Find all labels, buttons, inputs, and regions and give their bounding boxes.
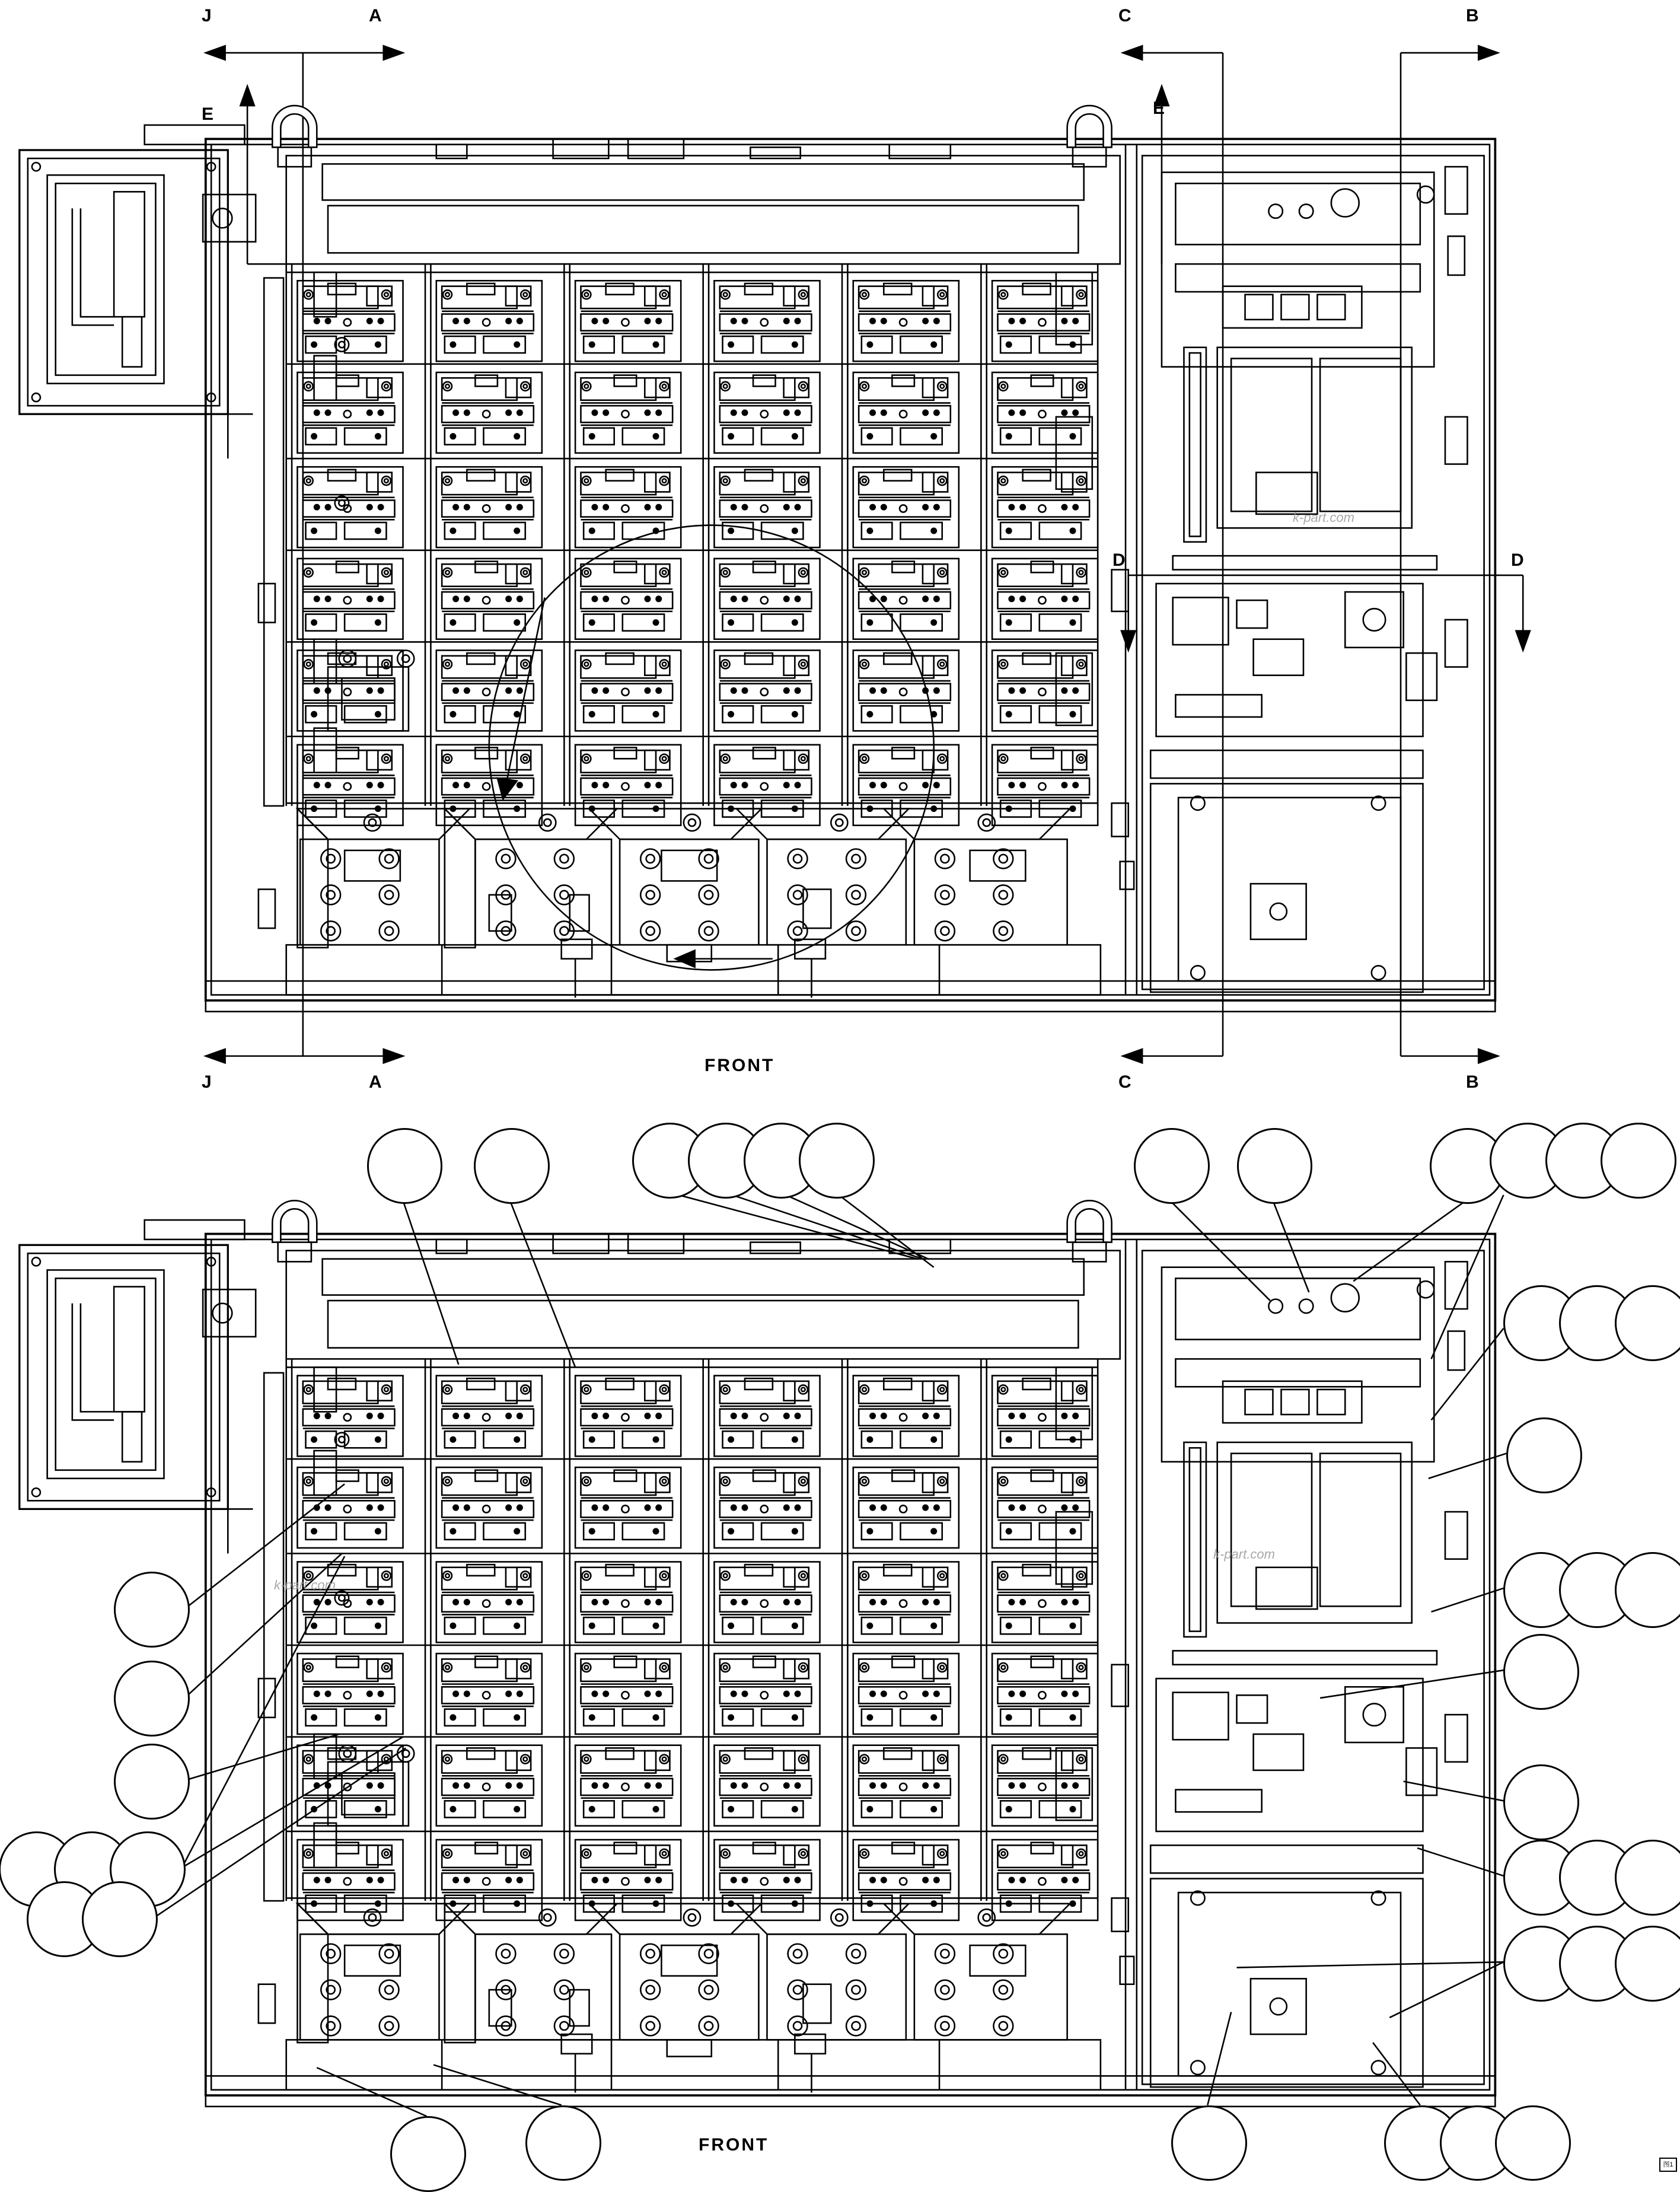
balloon-callout — [1171, 2105, 1247, 2181]
watermark-top-view: k-part.com — [1293, 510, 1354, 525]
section-mark-D-left: D — [1112, 550, 1126, 570]
balloon-callout — [525, 2105, 601, 2181]
balloon-callout — [114, 1744, 190, 1820]
balloon-callout — [474, 1128, 550, 1204]
balloon-callout — [1601, 1123, 1676, 1199]
balloon-callout — [114, 1661, 190, 1737]
section-mark-D-right: D — [1511, 550, 1525, 570]
balloon-callout — [1237, 1128, 1313, 1204]
balloon-callout — [367, 1128, 443, 1204]
section-mark-A-bottom-left: A — [369, 1072, 382, 1092]
balloon-callout — [114, 1572, 190, 1648]
section-mark-J-bottom-left: J — [202, 1072, 212, 1092]
section-mark-E-right: E — [1153, 98, 1166, 118]
section-mark-A-top-left: A — [369, 6, 382, 26]
balloon-callout — [1503, 1764, 1579, 1840]
section-mark-J-top-left: J — [202, 6, 212, 26]
section-mark-B-bottom-right: B — [1466, 1072, 1480, 1092]
front-label-top-view: FRONT — [704, 1056, 775, 1075]
section-mark-C-top-right: C — [1118, 6, 1132, 26]
watermark-bottom-view-right: k-part.com — [1213, 1547, 1275, 1562]
balloon-callout — [1495, 2105, 1571, 2181]
corner-stamp: 图1 — [1659, 2158, 1677, 2172]
balloon-callout — [1503, 1634, 1579, 1710]
balloon-callout — [390, 2116, 466, 2192]
balloon-callout — [82, 1881, 158, 1957]
front-label-bottom-view: FRONT — [699, 2135, 769, 2155]
section-mark-C-bottom-right: C — [1118, 1072, 1132, 1092]
balloon-callout — [1134, 1128, 1210, 1204]
section-mark-B-top-right: B — [1466, 6, 1480, 26]
section-mark-E-left: E — [202, 104, 215, 124]
balloon-callout — [1506, 1417, 1582, 1493]
balloon-callout — [799, 1123, 875, 1199]
watermark-bottom-view-left: k-part.com — [274, 1578, 336, 1592]
